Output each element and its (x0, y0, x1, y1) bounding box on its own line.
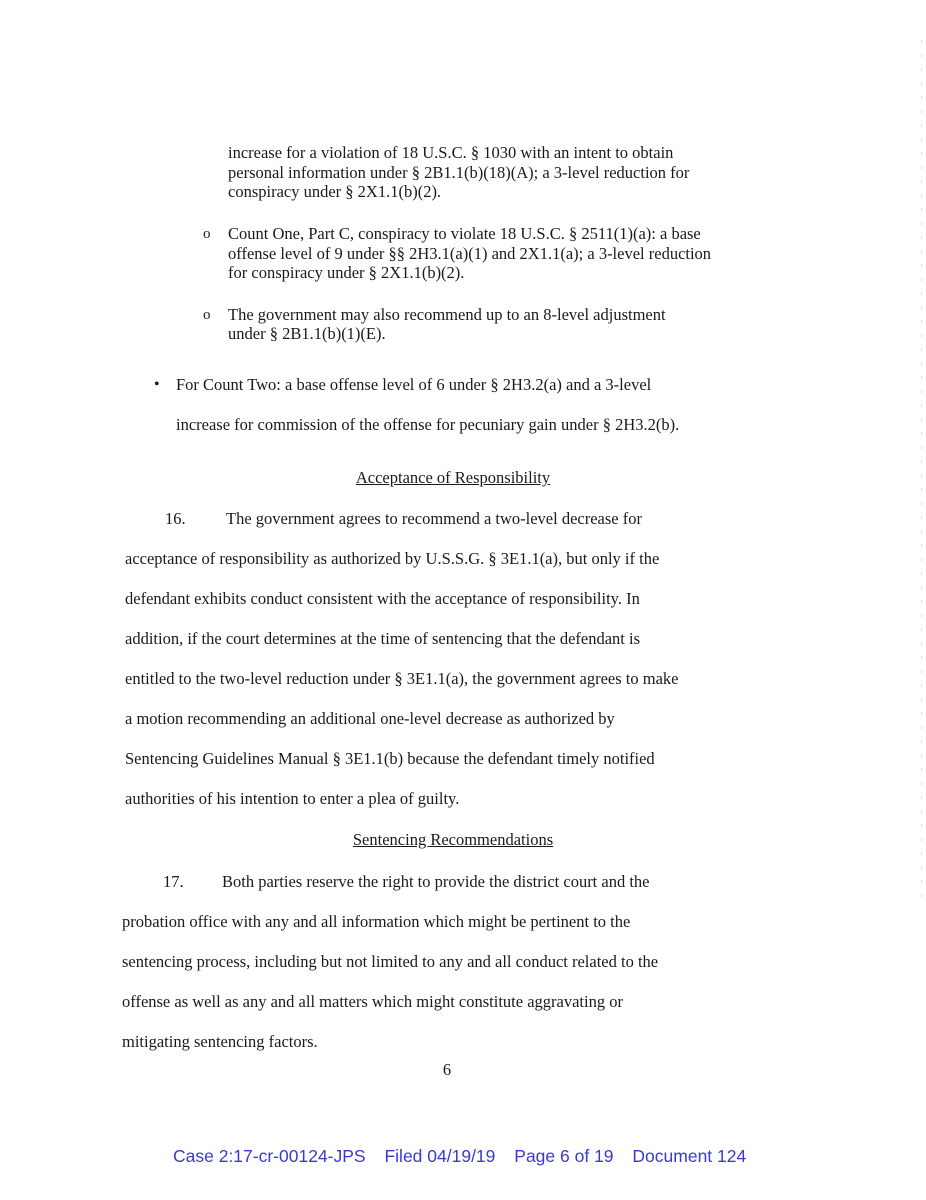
text-line: offense as well as any and all matters which might constitute aggravating or (122, 992, 623, 1011)
text-line: The government may also recommend up to an 8-level adjustment (228, 305, 666, 324)
ecf-footer (173, 1146, 760, 1167)
text-line: increase for a violation of 18 U.S.C. § 1030 with an intent to obtain (228, 143, 674, 162)
text-line: offense level of 9 under §§ 2H3.1(a)(1) and 2X1.1(a); a 3-level reduction (228, 244, 712, 263)
text-line: entitled to the two-level reduction under § 3E1.1(a), the government agrees to make (125, 669, 679, 688)
scan-edge-artifact (921, 40, 922, 900)
footer-filed-date: Filed 04/19/19 (384, 1146, 496, 1166)
footer-page: Page 6 of 19 (514, 1146, 614, 1166)
text-line: For Count Two: a base offense level of 6 under § 2H3.2(a) and a 3-level (176, 375, 652, 394)
paragraph-number: 17. (163, 872, 184, 891)
footer-document: Document 124 (632, 1146, 747, 1166)
section-heading-sentencing: Sentencing Recommendations (352, 830, 554, 849)
text-line: addition, if the court determines at the time of sentencing that the defendant is (125, 629, 641, 648)
circle-bullet-icon: o (203, 226, 211, 242)
text-line: mitigating sentencing factors. (122, 1032, 318, 1051)
footer-case-number: Case 2:17-cr-00124-JPS (173, 1146, 366, 1166)
section-heading-acceptance: Acceptance of Responsibility (355, 468, 551, 487)
text-line: under § 2B1.1(b)(1)(E). (228, 324, 386, 343)
bullet-icon: • (154, 376, 160, 393)
text-line: defendant exhibits conduct consistent with the acceptance of responsibility. In (125, 589, 640, 608)
text-line: Sentencing Guidelines Manual § 3E1.1(b) because the defendant timely notified (125, 749, 655, 768)
text-line: Count One, Part C, conspiracy to violate 18 U.S.C. § 2511(1)(a): a base (228, 224, 701, 243)
text-line: acceptance of responsibility as authorized by U.S.S.G. § 3E1.1(a), but only if the (125, 549, 660, 568)
circle-bullet-icon: o (203, 307, 211, 323)
text-line: personal information under § 2B1.1(b)(18)(A); a 3-level reduction for (228, 163, 690, 182)
text-line: conspiracy under § 2X1.1(b)(2). (228, 182, 442, 201)
text-line: The government agrees to recommend a two-level decrease for (226, 509, 642, 528)
text-line: a motion recommending an additional one-level decrease as authorized by (125, 709, 615, 728)
text-line: for conspiracy under § 2X1.1(b)(2). (228, 263, 465, 282)
page-number: 6 (442, 1060, 452, 1079)
text-line: probation office with any and all information which might be pertinent to the (122, 912, 631, 931)
text-line: Both parties reserve the right to provide the district court and the (222, 872, 650, 891)
text-line: increase for commission of the offense for pecuniary gain under § 2H3.2(b). (176, 415, 680, 434)
paragraph-number: 16. (165, 509, 186, 528)
text-line: authorities of his intention to enter a plea of guilty. (125, 789, 460, 808)
text-line: sentencing process, including but not limited to any and all conduct related to the (122, 952, 659, 971)
